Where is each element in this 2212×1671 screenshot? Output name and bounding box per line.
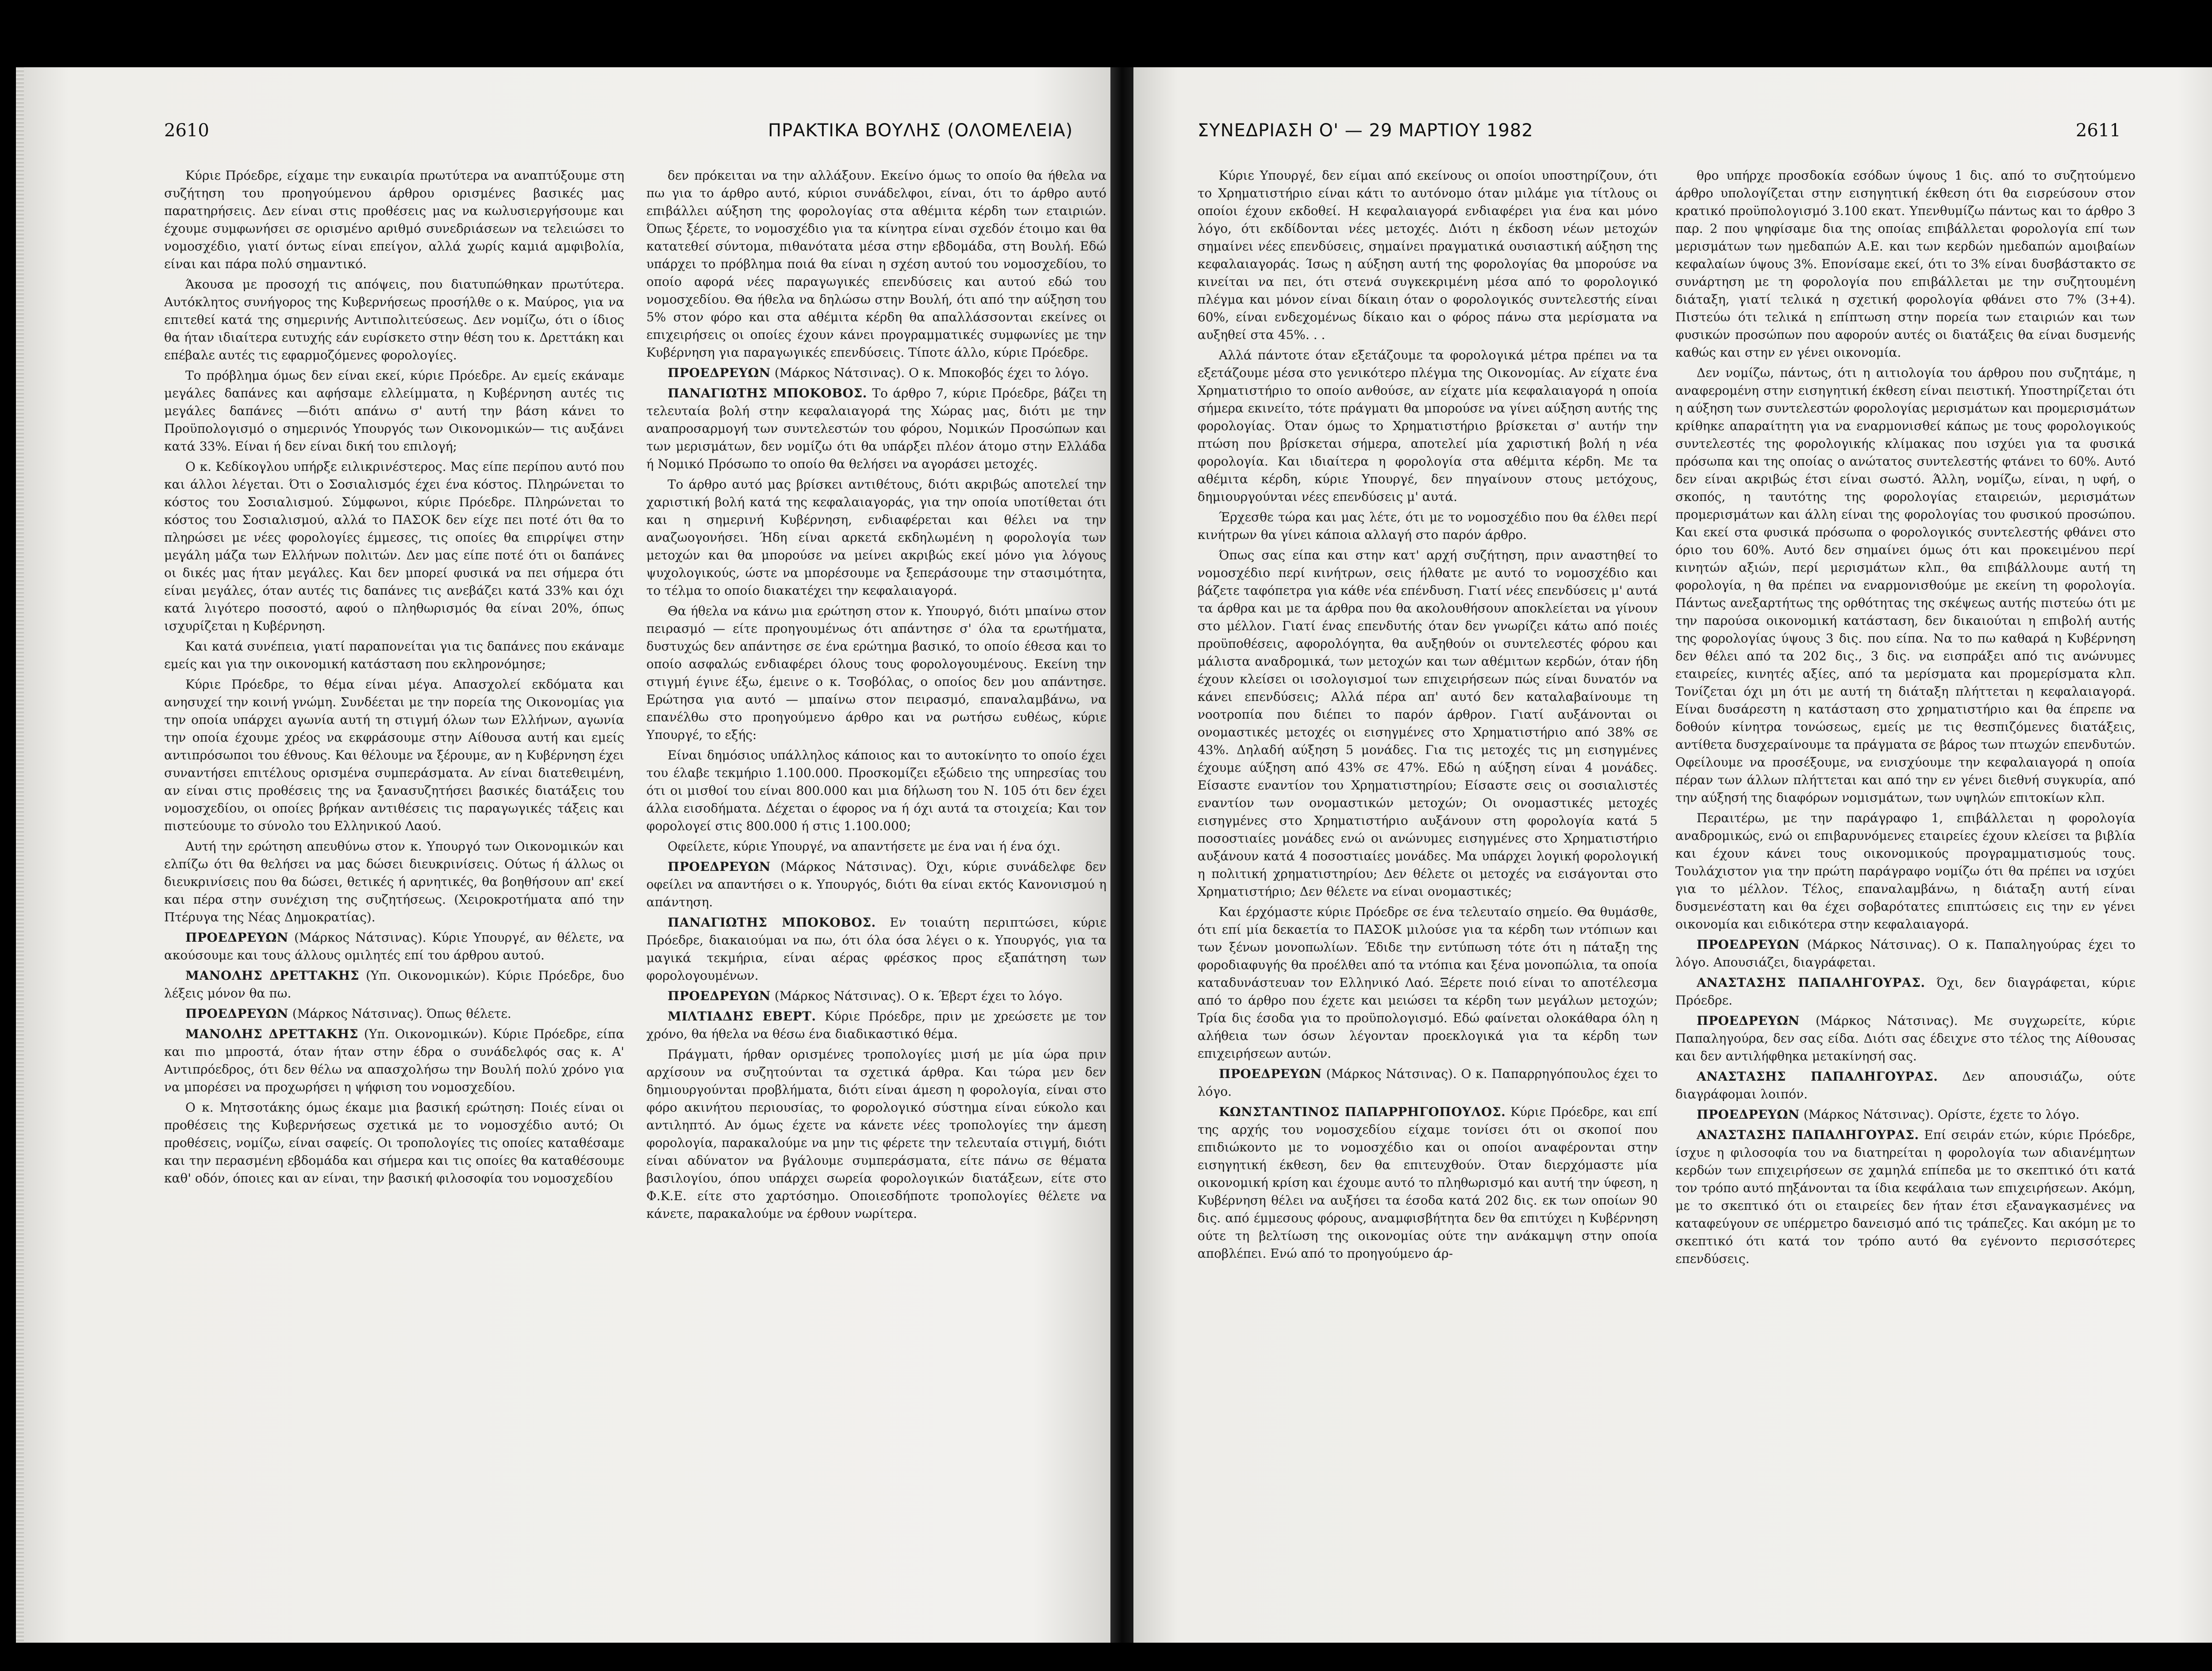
speaker-name: ΠΡΟΕΔΡΕΥΩΝ [185, 1006, 288, 1021]
speaker-name: ΠΡΟΕΔΡΕΥΩΝ [668, 859, 771, 874]
speech-text: Το άρθρο 7, κύριε Πρόεδρε, βάζει τη τελευταία βολή στην κεφαλαιαγορά της Χώρας μας, διότι με την αναπροσαρμογή των συντελεστών του φόρου, Νομικών Προσώπων και των μερισμάτων, δεν νομίζω ότι θα υπάρξει πλέον άτομο στην Ελλάδα ή Νομικό Πρόσωπο το οποίο θα θελήσει να αγοράσει μετοχές. [646, 386, 1106, 471]
speaker-name: ΚΩΝΣΤΑΝΤΙΝΟΣ ΠΑΠΑΡΡΗΓΟΠΟΥΛΟΣ. [1219, 1105, 1506, 1119]
speaker-name: ΠΑΝΑΓΙΩΤΗΣ ΜΠΟΚΟΒΟΣ. [668, 915, 876, 930]
body-paragraph: Κύριε Υπουργέ, δεν είμαι από εκείνους οι οποίοι υποστηρίζουν, ότι το Χρηματιστήριο είναι κάτι το αυτόνομο όταν μιλάμε για τίτλους οι οποίοι έχουν εκδοθεί. Η κεφαλαιαγορά ενδιαφέρει για ένα και μόνο λόγο, ότι εκδίδονται νέες μετοχές. Διότι η έκδοση νέων μετοχών σημαίνει νέες επενδύσεις, σημαίνει πραγματικά ουσιαστική αύξηση της κεφαλαιαγοράς. Ίσως η αύξηση αυτή της φορολογίας θα μπορούσε να κινείται να πει, ότι στενά συγκεκριμένη μέσα από το φορολογικό πλέγμα και μόνον είναι δίκαιη όταν ο φορολογικός συντελεστής είναι 60%, είναι ενδεχομένως δίκαιο και ο φόρος πάνω στα μερίσματα να αυξηθεί στα 45%. . . [1198, 168, 1658, 342]
speaker-note: (Μάρκος Νάτσινας). [1803, 1107, 1934, 1122]
speaker-name: ΜΑΝΟΛΗΣ ΔΡΕΤΤΑΚΗΣ [185, 1027, 358, 1041]
body-paragraph: Αυτή την ερώτηση απευθύνω στον κ. Υπουργό των Οικονομικών και ελπίζω ότι θα θελήσει να μας δώσει διευκρινίσεις. Ούτως ή άλλως οι διευκρινίσεις που θα δώσει, θετικές ή αρνητικές, θα βοηθήσουν απ' εκεί και πέρα στην συνέχιση της συζητήσεως. (Χειροκροτήματα από την Πτέρυγα της Νέας Δημοκρατίας). [164, 839, 624, 924]
page-number-left: 2610 [164, 120, 209, 141]
body-paragraph: Θα ήθελα να κάνω μια ερώτηση στον κ. Υπουργό, διότι μπαίνω στον πειρασμό — είτε προηγουμένως ότι απάντησε σ' όλα τα ερωτήματα, δυστυχώς δεν απάντησε σε ένα ερώτημα βασικό, το οποίο έθεσα και το οποίο ασφαλώς ενδιαφέρει όλους τους φορολογουμένους. Εκείνη την στιγμή έγινε έξω, έμεινε ο κ. Τσοβόλας, ο οποίος δεν μου απάντησε. Ερώτησα για αυτό — μπαίνω στον πειρασμό, επαναλαμβάνω, να επανέλθω στο προηγούμενο άρθρο και να ρωτήσω ευθέως, κύριε Υπουργέ, το εξής: [646, 604, 1106, 742]
speech-text: Όχι, δεν διαγράφεται, κύριε Πρόεδρε. [1675, 975, 2135, 1008]
speech-text: Όχι, κύριε συνάδελφε δεν οφείλει να απαντήσει ο κ. Υπουργός, διότι θα είναι εκτός Κανονισμού η απάντηση. [646, 859, 1106, 909]
speaker-name: ΠΡΟΕΔΡΕΥΩΝ [1697, 1107, 1800, 1122]
speaker-note: (Μάρκος Νάτσινας). [1807, 937, 1941, 952]
speaker-note: (Μάρκος Νάτσινας). [294, 930, 426, 945]
speaker-note: (Υπ. Οικονομικών). [364, 1027, 487, 1041]
running-head-left: ΠΡΑΚΤΙΚΑ ΒΟΥΛΗΣ (ΟΛΟΜΕΛΕΙΑ) [768, 120, 1073, 141]
left-column-2 [646, 167, 1106, 1601]
body-paragraph: Το πρόβλημα όμως δεν είναι εκεί, κύριε Πρόεδρε. Αν εμείς εκάναμε μεγάλες δαπάνες και αφήσαμε ελλείμματα, η Κυβέρνηση αυτές τις μεγάλες δαπάνες —διότι απάνω σ' αυτή την βάση κάνει το Προϋπολογισμό ο σημερινός Υπουργός των Οικονομικών— τις αυξάνει κατά 33%. Είναι ή δεν είναι δική του επιλογή; [164, 368, 624, 454]
body-paragraph: Είναι δημόσιος υπάλληλος κάποιος και το αυτοκίνητο το οποίο έχει του έλαβε τεκμήριο 1.100.000. Προσκομίζει εξώδειο της υπηρεσίας του ότι οι μισθοί του είναι 800.000 και μια δήλωση του Ν. 105 ότι δεν έχει άλλα εισοδήματα. Δέχεται ο έφορος να ή όχι αυτά τα στοιχεία; Και τον φορολογεί στις 800.000 ή στις 1.100.000; [646, 748, 1106, 833]
right-column-2 [1675, 167, 2135, 1601]
speaker-paragraph [1675, 936, 2135, 971]
speaker-name: ΜΑΝΟΛΗΣ ΔΡΕΤΤΑΚΗΣ [185, 968, 359, 983]
speaker-note: (Μάρκος Νάτσινας). [292, 1006, 423, 1021]
speaker-note: (Μάρκος Νάτσινας). [1326, 1067, 1457, 1081]
speaker-paragraph [646, 1008, 1106, 1043]
speaker-paragraph [1198, 1103, 1658, 1263]
right-column-1 [1198, 167, 1658, 1601]
speech-text: Με συγχωρείτε, κύριε Παπαληγούρα, δεν σας είδα. Διότι σας έδειχνε στο τέλος της Αίθουσας και δεν αντιλήφθηκα μετακίνησή σας. [1675, 1013, 2135, 1063]
body-paragraph: Όπως σας είπα και στην κατ' αρχή συζήτηση, πριν αναστηθεί το νομοσχέδιο περί κινήτρων, σεις ήλθατε με αυτό το νομοσχέδιο και βάζετε ταφόπετρα για κάθε νέα επένδυση. Γιατί νέες επενδύσεις μ' αυτά τα άρθρα και με τα άρθρα που θα ακολουθήσουν αποκλείεται να γίνουν στο μέλλον. Γιατί ένας επενδυτής όταν δεν γνωρίζει κάτω από ποιές προϋποθέσεις, αφορολόγητα, θα αυξηθούν οι συντελεστές φόρου και μάλιστα αναδρομικά, των μετοχών και των αθέμιτων κερδών, όταν ήδη έχουν κλείσει οι ισολογισμοί των επιχειρήσεων πώς είναι δυνατόν να κάνει επενδύσεις; Αλλά πέρα απ' αυτό δεν καταλαβαίνουμε τη νοοτροπία που διέπει το παρόν άρθρον. Γιατί αυξάνονται οι ονομαστικές μετοχές οι εισηγμένες στο Χρηματιστήριο από 38% σε 43%. Δηλαδή αύξηση 5 μονάδες. Για τις μετοχές τις μη εισηγμένες έχουμε αύξηση από 43% σε 47%. Εδώ η αύξηση είναι 4 μονάδες. Είσαστε εναντίον του Χρηματιστηρίου; Είσαστε σεις οι σοσιαλιστές εναντίον των ονομαστικών μετοχών; Οι ονομαστικές μετοχές εισηγμένες στο Χρηματιστήριο αυξάνουν στη φορολογία κατά 5 ποσοστιαίες μονάδες ενώ οι ανώνυμες εισηγμένες στο Χρηματιστήριο αυξάνουν κατά 4 ποσοστιαίες μονάδες. Μα υπάρχει λογική φορολογική η πολιτική χρηματιστηρίου; Δεν θέλετε οι μετοχές να εισάγονται στο Χρηματιστήριο; Δεν θέλετε να είναι ονομαστικές; [1198, 548, 1658, 899]
speaker-paragraph [164, 1005, 624, 1023]
speaker-paragraph [1198, 1065, 1658, 1101]
body-paragraph: θρο υπήρχε προσδοκία εσόδων ύψους 1 δις. από το συζητούμενο άρθρο υπολογίζεται στην εισηγητική έκθεση ότι θα εισρεύσουν στον κρατικό προϋπολογισμό 3.100 εκατ. Υπενθυμίζω πάντως και το άρθρο 3 παρ. 2 που ψηφίσαμε δια της οποίας επιβάλλεται φορολογία επί των μερισμάτων των ημεδαπών Α.Ε. και των κερδών ημεδαπών αμοιβαίων κεφαλαίων ύψους 3%. Επονίσαμε εκεί, ότι το 3% είναι δυσβάστακτο σε συνάρτηση με τη φορολογία που επιβάλλεται με την συζητουμένη διάταξη, γιατί τελικά η σχετική φορολογία φθάνει στο 7% (3+4). Πιστεύω ότι τελικά η επίπτωση στην πορεία των εταιριών και των φυσικών προσώπων που αφορούν αυτές οι διατάξεις θα είναι δυσμενής καθώς και στην εν γένει οικονομία. [1675, 168, 2135, 360]
speaker-name: ΠΡΟΕΔΡΕΥΩΝ [668, 366, 771, 380]
speaker-note: (Μάρκος Νάτσινας). [774, 989, 905, 1003]
speech-text: Εν τοιαύτη περιπτώσει, κύριε Πρόεδρε, διακαιούμαι να πω, ότι όλα όσα λέγει ο κ. Υπουργός, για τα μαγικά τεκμήρια, είναι αέρας φρέσκος προς εξαπάτηση των φορολογουμένων. [646, 915, 1106, 983]
body-paragraph: Ο κ. Κεδίκογλου υπήρξε ειλικρινέστερος. Μας είπε περίπου αυτό που και άλλοι λέγεται. Ότι ο Σοσιαλισμός έχει ένα κόστος. Πληρώνεται το κόστος του Σοσιαλισμού. Σύμφωνοι, κύριε Πρόεδρε. Πληρώνεται το κόστος του Σοσιαλισμού, αλλά το ΠΑΣΟΚ δεν είχε πει ποτέ ότι θα το πληρώσει με νέες φορολογίες έμμεσες, τις οποίες θα επιρρίψει στην μεγάλη μάζα των Ελλήνων πολιτών. Δεν μας είπε ποτέ ότι οι δαπάνες οι δικές μας ήταν μεγάλες. Και δεν μπορεί φυσικά να πει σήμερα ότι είναι μεγάλες, όταν αυτές τις δαπάνες τις ανεβάζει κατά 33% και όχι κατά λιγότερο ποσοστό, αφού ο πληθωρισμός θα είναι 20%, όπως ισχυρίζεται η Κυβέρνηση. [164, 459, 624, 633]
speech-text: Ορίστε, έχετε το λόγο. [1938, 1107, 2080, 1122]
body-paragraph: Το άρθρο αυτό μας βρίσκει αντιθέτους, διότι ακριβώς αποτελεί την χαριστική βολή κατά της κεφαλαιαγοράς, για την οποία υποτίθεται ότι και η σημερινή Κυβέρνηση, ενδιαφέρεται και θέλει να την αναζωογονήσει. Ήδη είναι αρκετά εκδηλωμένη η φορολογία των μετοχών και θα μπορούσε να μείνει ακριβώς εκεί μόνο για λόγους ψυχολογικούς, ώστε να μπορέσουμε να ξεπεράσουμε την στασιμότητα, το τέλμα το οποίο διακατέχει την κεφαλαιαγορά. [646, 477, 1106, 598]
left-page [16, 67, 1110, 1643]
speaker-name: ΠΑΝΑΓΙΩΤΗΣ ΜΠΟΚΟΒΟΣ. [668, 386, 867, 400]
speaker-name: ΠΡΟΕΔΡΕΥΩΝ [185, 930, 288, 945]
speaker-note: (Μάρκος Νάτσινας). [780, 859, 917, 874]
page-number-right: 2611 [2076, 120, 2121, 141]
body-paragraph: δεν πρόκειται να την αλλάξουν. Εκείνο όμως το οποίο θα ήθελα να πω για το άρθρο αυτό, κύριοι συνάδελφοι, είναι, ότι το άρθρο αυτό επιβάλλει αύξηση της φορολογίας στα αθέμιτα κέρδη των εταιριών. Όπως ξέρετε, το νομοσχέδιο για τα κίνητρα είναι σχεδόν έτοιμο και θα κατατεθεί σύντομα, πιθανότατα μέσα στην εβδομάδα, στη Βουλή. Εδώ υπάρχει το πρόβλημα ποιά θα είναι η σχέση αυτού του νομοσχεδίου, το οποίο αφορά νέες παραγωγικές επενδύσεις και αυτού εδώ του νομοσχεδίου. Θα ήθελα να δηλώσω στην Βουλή, ότι από την αύξηση του 5% στον φόρο και στα αθέμιτα κέρδη θα απαλλάσσονται εκείνες οι επιχειρήσεις οι οποίες έχουν κάνει προγραμματικές συμφωνίες με την Κυβέρνηση για παραγωγικές επενδύσεις. Τίποτε άλλο, κύριε Πρόεδρε. [646, 168, 1106, 360]
speaker-name: ΠΡΟΕΔΡΕΥΩΝ [1697, 937, 1800, 952]
body-paragraph: Πράγματι, ήρθαν ορισμένες τροπολογίες μισή με μία ώρα πριν αρχίσουν να συζητούνται τα σχετικά άρθρα. Και τώρα μεν δεν δημιουργούνται προβλήματα, διότι είναι άμεση η φορολογία, είναι στο φόρο ακινήτου περιουσίας, το φορολογικό σύστημα είναι εύκολο και αντιληπτό. Αν όμως έχετε να κάνετε νέες τροπολογίες την άμεση φορολογία, παρακαλούμε να μην τις φέρετε την τελευταία στιγμή, διότι είναι αδύνατον να βγάλουμε συμπεράσματα, είτε πάνω σε θέματα βασιλογίου, όπου υπάρχει σωρεία φορολογικών διατάξεων, είτε στο Φ.Κ.Ε. είτε στο χαρτόσημο. Οποιεσδήποτε τροπολογίες θέλετε να κάνετε, παρακαλούμε να έρθουν νωρίτερα. [646, 1047, 1106, 1221]
running-head-right: ΣΥΝΕΔΡΙΑΣΗ Ο' — 29 ΜΑΡΤΙΟΥ 1982 [1198, 120, 1533, 141]
speaker-paragraph [1675, 1068, 2135, 1103]
speaker-name: ΠΡΟΕΔΡΕΥΩΝ [1697, 1013, 1800, 1028]
speaker-name: ΑΝΑΣΤΑΣΗΣ ΠΑΠΑΛΗΓΟΥΡΑΣ. [1697, 975, 1925, 990]
speaker-name: ΑΝΑΣΤΑΣΗΣ ΠΑΠΑΛΗΓΟΥΡΑΣ. [1697, 1069, 1938, 1084]
speaker-paragraph [164, 1025, 624, 1096]
body-paragraph: Οφείλετε, κύριε Υπουργέ, να απαντήσετε με ένα ναι ή ένα όχι. [668, 839, 1061, 854]
speaker-paragraph [164, 967, 624, 1002]
body-paragraph: Και κατά συνέπεια, γιατί παραπονείται για τις δαπάνες που εκάναμε εμείς και για την οικονομική κατάσταση που εκληρονόμησε; [164, 639, 624, 671]
speaker-name: ΠΡΟΕΔΡΕΥΩΝ [668, 989, 771, 1003]
speech-text: Κύριε Πρόεδρε, δυο λέξεις μόνον θα πω. [164, 968, 624, 1001]
speech-text: Δεν απουσιάζω, ούτε διαγράφομαι λοιπόν. [1675, 1069, 2135, 1101]
body-paragraph: Δεν νομίζω, πάντως, ότι η αιτιολογία του άρθρου που συζητάμε, η αναφερομένη στην εισηγητική έκθεση είναι πειστική. Υποστηρίζεται ότι η αύξηση των συντελεστών φορολογίας μερισμάτων και προμερισμάτων κρίθηκε απαραίτητη για να εναρμονισθεί κάπως με τους φορολογικούς συντελεστές της φορολογικής κλίμακας που ισχύει για τα φυσικά πρόσωπα και της οποίας ο ανώτατος συντελεστής φτάνει το 60%. Αυτό δεν είναι ακριβώς έτσι είναι σωστό. Άλλη, νομίζω, είναι, η υφή, ο σκοπός, η ταυτότης της φορολογίας εταιρειών, μερισμάτων προμερισμάτων και άλλη είναι της φορολογίας του φυσικού προσώπου. Και εκεί στα φυσικά πρόσωπα ο φορολογικός συντελεστής φθάνει στο όριο του 60%. Αυτό δεν σημαίνει όμως ότι και προκειμένου περί κινητών αξιών, περί μερισμάτων κλπ., θα επιβάλλουμε αυτή τη φορολογία, η θα πρέπει να εναρμονισθούμε με εκείνη τη φορολογία. Πάντως ανεξαρτήτως της ορθότητας της σκέψεως αυτής πιστεύω ότι με την παρούσα οικονομική κατάσταση, δεν δικαιούται η επιβολή αυτής της φορολογίας ύψους 3 δις. που είπα. Να το πω καθαρά η Κυβέρνηση δεν θέλει από τα 202 δις., 3 δις. να εισπράξει από τις ανώνυμες εταιρείες, κινητές αξίες, από τα μερίσματα και προμερίσματα κλπ. Τονίζεται όχι μη ότι με αυτή τη διάταξη πλήττεται η κεφαλαιαγορά. Είναι δυσάρεστη η κατάσταση στο χρηματιστήριο και θα έπρεπε να δοθούν κίνητρα τονώσεως, εμείς με τις θεσπιζόμενες διατάξεις, αντίθετα δυσχεραίνουμε τα πράγματα σε βάρος των πτωχών επενδυτών. Οφείλουμε να προσέξουμε, να ενισχύουμε την κεφαλαιαγορά η οποία πέραν των άλλων πλήττεται και από την εν γένει διεθνή συγκυρία, από την αύξησή της διαφόρων νομισμάτων, των υψηλών επιτοκίων κλπ. [1675, 366, 2135, 805]
speech-text: Ο κ. Παπαρρηγόπουλος έχει το λόγο. [1198, 1067, 1658, 1099]
speaker-paragraph [646, 914, 1106, 985]
speaker-paragraph [646, 364, 1106, 382]
speaker-note: (Υπ. Οικονομικών). [365, 968, 490, 983]
speaker-name: ΜΙΛΤΙΑΔΗΣ ΕΒΕΡΤ. [668, 1009, 816, 1024]
speaker-paragraph [646, 858, 1106, 911]
left-page-edge [16, 67, 24, 1643]
body-paragraph: Ο κ. Μητσοτάκης όμως έκαμε μια βασική ερώτηση: Ποιές είναι οι προθέσεις της Κυβερνήσεως σχετικά με το νομοσχέδιο αυτό; Οι προθέσεις, νομίζω, είναι σαφείς. Οι τροπολογίες τις οποίες καταθέσαμε και την περασμένη εβδομάδα και σήμερα και τις οποίες θα καταθέσουμε καθ' οδόν, όποιες και αν είναι, την βασική φιλοσοφία του νομοσχεδίου [164, 1100, 624, 1186]
left-column-1 [164, 167, 624, 1601]
speech-text: Ο κ. Μποκοβός έχει το λόγο. [909, 366, 1089, 380]
speaker-note: (Μάρκος Νάτσινας). [1815, 1013, 1958, 1028]
right-page [1133, 67, 2212, 1643]
speaker-note: (Μάρκος Νάτσινας). [774, 366, 905, 380]
speaker-name: ΑΝΑΣΤΑΣΗΣ ΠΑΠΑΛΗΓΟΥΡΑΣ. [1697, 1128, 1919, 1142]
speaker-paragraph [164, 929, 624, 964]
body-paragraph: Έρχεσθε τώρα και μας λέτε, ότι με το νομοσχέδιο που θα έλθει περί κινήτρων θα γίνει κάποια αλλαγή στο παρόν άρθρο. [1198, 510, 1658, 542]
speech-text: Όπως θέλετε. [426, 1006, 511, 1021]
speech-text: Κύριε Υπουργέ, αν θέλετε, να ακούσουμε και τους άλλους ομιλητές επί του άρθρου αυτού. [164, 930, 624, 963]
speaker-paragraph [646, 987, 1106, 1005]
body-paragraph: Και έρχόμαστε κύριε Πρόεδρε σε ένα τελευταίο σημείο. Θα θυμάσθε, ότι επί μία δεκαετία το ΠΑΣΟΚ μιλούσε για τα κέρδη των ντόπιων και των ξένων μονοπωλίων. Έδιδε την εντύπωση τότε ότι η πάταξη της φοροδιαφυγής θα προέλθει από τα ντόπια και ξένα μονοπώλια, τα οποία καταδυνάστευαν τον Ελληνικό Λαό. Ξέρετε ποιό είναι το αποτέλεσμα από το άρθρο που έχετε και μειώσει τα κέρδη των μεγάλων μετοχών; Τρία δις έσοδα για το προϋπολογισμό. Εδώ φαίνεται ολοκάθαρα όλη η αλήθεια των όσων λέγονταν προεκλογικά για τα κέρδη των επιχειρήσεων αυτών. [1198, 905, 1658, 1061]
body-paragraph: Άκουσα με προσοχή τις απόψεις, που διατυπώθηκαν πρωτύτερα. Αυτόκλητος συνήγορος της Κυβερνήσεως προσήλθε ο κ. Μαύρος, για να επιτεθεί κατά της σημερινής Αντιπολιτεύσεως. Δεν νομίζω, ότι ο ίδιος θα ήταν ιδιαίτερα ευτυχής εάν ευρίσκετο στην θέση του κ. Δρεττάκη και επέβαλε αυτές τις εφαρμοζόμενες φορολογίες. [164, 277, 624, 362]
speech-text: Ο κ. Έβερτ έχει το λόγο. [909, 989, 1063, 1003]
speech-text: Ο κ. Παπαληγούρας έχει το λόγο. Απουσιάζει, διαγράφεται. [1675, 937, 2135, 970]
book-gutter [1110, 67, 1133, 1643]
speech-text: Επί σειράν ετών, κύριε Πρόεδρε, ίσχυε η φιλοσοφία του να διατηρείται η φορολογία των αδιανέμητων κερδών των επιχειρήσεων σε χαμηλά επίπεδα με το σκεπτικό ότι κατά τον τρόπο αυτό πηξάνονται τα ίδια κεφάλαια των επιχειρήσεων. Ακόμη, με το σκεπτικό ότι οι εταιρείες δεν ήταν έτσι εξαναγκασμένες να καταφεύγουν σε υπέρμετρο δανεισμό από τις τράπεζες. Και ακόμη με το σκεπτικό ότι κατά τον τρόπο αυτό θα εγένοντο περισσότερες επενδύσεις. [1675, 1128, 2135, 1266]
speaker-paragraph [1675, 974, 2135, 1009]
body-paragraph: Κύριε Πρόεδρε, είχαμε την ευκαιρία πρωτύτερα να αναπτύξουμε στη συζήτηση του προηγούμενου άρθρου ορισμένες βασικές μας παρατηρήσεις. Δεν είναι στις προθέσεις μας να κωλυσιεργήσουμε και έχουμε συμφωνήσει σε ορισμένο αριθμό συνεδριάσεων να τελειώσει το νομοσχέδιο, γιατί όντως είναι επείγον, αλλά χωρίς καμιά αμφιβολία, είναι και πάρα πολύ σημαντικό. [164, 168, 624, 271]
speaker-paragraph [646, 385, 1106, 473]
speech-text: Κύριε Πρόεδρε, πριν με χρεώσετε με τον χρόνο, θα ήθελα να θέσω ένα διαδικαστικό θέμα. [646, 1009, 1106, 1041]
speaker-paragraph [1675, 1106, 2135, 1124]
speaker-paragraph [1675, 1126, 2135, 1268]
speaker-name: ΠΡΟΕΔΡΕΥΩΝ [1219, 1067, 1322, 1081]
body-paragraph: Περαιτέρω, με την παράγραφο 1, επιβάλλεται η φορολογία αναδρομικώς, ενώ οι επιβαρυνόμενες εταιρείες έχουν κλείσει τα βιβλία και έχουν κάνει τους οικονομικούς προγραμματισμούς τους. Τουλάχιστον για την πρώτη παράγραφο νομίζω ότι θα πρέπει να ισχύει για το μέλλον. Τέλος, επαναλαμβάνω, η διάταξη αυτή είναι δυσμενέστατη και θα έχει σοβαρότατες επιπτώσεις εις την εν γένει οικονομία και ειδικότερα στην κεφαλαιαγορά. [1675, 811, 2135, 932]
body-paragraph: Κύριε Πρόεδρε, το θέμα είναι μέγα. Απασχολεί εκδόματα και ανησυχεί την κοινή γνώμη. Συνδέεται με την πορεία της Οικονομίας για την οποία υπάρχει αγωνία αυτή τη στιγμή όλων των Ελλήνων, αγωνία την οποία έχουμε χρέος να εκφράσουμε στην Αίθουσα αυτή και εμείς αντιπρόσωποι του έθνους. Και θέλουμε να ξέρουμε, αν η Κυβέρνηση έχει συναντήσει επιτέλους ορισμένα συμπεράσματα. Αν είναι διατεθειμένη, αν είναι στις προθέσεις της να ξανασυζητήσει βασικές διατάξεις του νομοσχεδίου, οι οποίες βρήκαν αντιθέσεις τις παραγωγικές τάξεις και πιστεύουμε το σύνολο του Ελληνικού Λαού. [164, 677, 624, 833]
speech-text: Κύριε Πρόεδρε, και επί της αρχής του νομοσχεδίου είχαμε τονίσει ότι οι σκοποί που επιδιώκοντο με το νομοσχέδιο και οι οποίοι αναφέρονται στην εισηγητική έκθεση, δεν θα επιτευχθούν. Όταν διερχόμαστε μία οικονομική κρίση και έχουμε αυτό το πληθωρισμό και αυτή την ύφεση, η Κυβέρνηση θέλει να αυξήσει τα έσοδα κατά 202 δις. εκ των οποίων 90 δις. από έμμεσους φόρους, αναμφισβήτητα δεν θα επιτύχει η Κυβέρνηση ούτε τη βελτίωση της οικονομίας ούτε την ανάκαμψη στην οποία αποβλέπει. Ενώ από το προηγούμενο άρ- [1198, 1105, 1658, 1261]
speaker-paragraph [1675, 1012, 2135, 1065]
speech-text: Κύριε Πρόεδρε, είπα και πιο μπροστά, όταν ήταν στην έδρα ο συνάδελφός σας κ. Α' Αντιπρόεδρος, ότι δεν θέλω να απασχολήσω την Βουλή πολύ χρόνο για να μπορέσει να προχωρήσει η ψήφιση του νομοσχεδίου. [164, 1027, 624, 1094]
body-paragraph: Αλλά πάντοτε όταν εξετάζουμε τα φορολογικά μέτρα πρέπει να τα εξετάζουμε μέσα στο γενικότερο πλέγμα της Οικονομίας. Αν είχατε ένα Χρηματιστήριο το οποίο ανθούσε, αν είχατε μία κεφαλαιαγορά η οποία σήμερα εκινείτο, τότε πράγματι θα μπορούσε να γίνει αύξηση αυτής της φορολογίας. Όταν όμως το Χρηματιστήριο βρίσκεται σ' αυτήν την πτώση που βρίσκεται σήμερα, αποτελεί μία χαριστική βολή η νέα φορολογία. Και ιδιαίτερα η φορολογία στα αθέμιτα κέρδη. Με τα αθέμιτα κέρδη, κύριε Υπουργέ, δεν πηγαίνουν στους μετόχους, δημιουργούνται νέες επενδύσεις μ' αυτά. [1198, 348, 1658, 504]
